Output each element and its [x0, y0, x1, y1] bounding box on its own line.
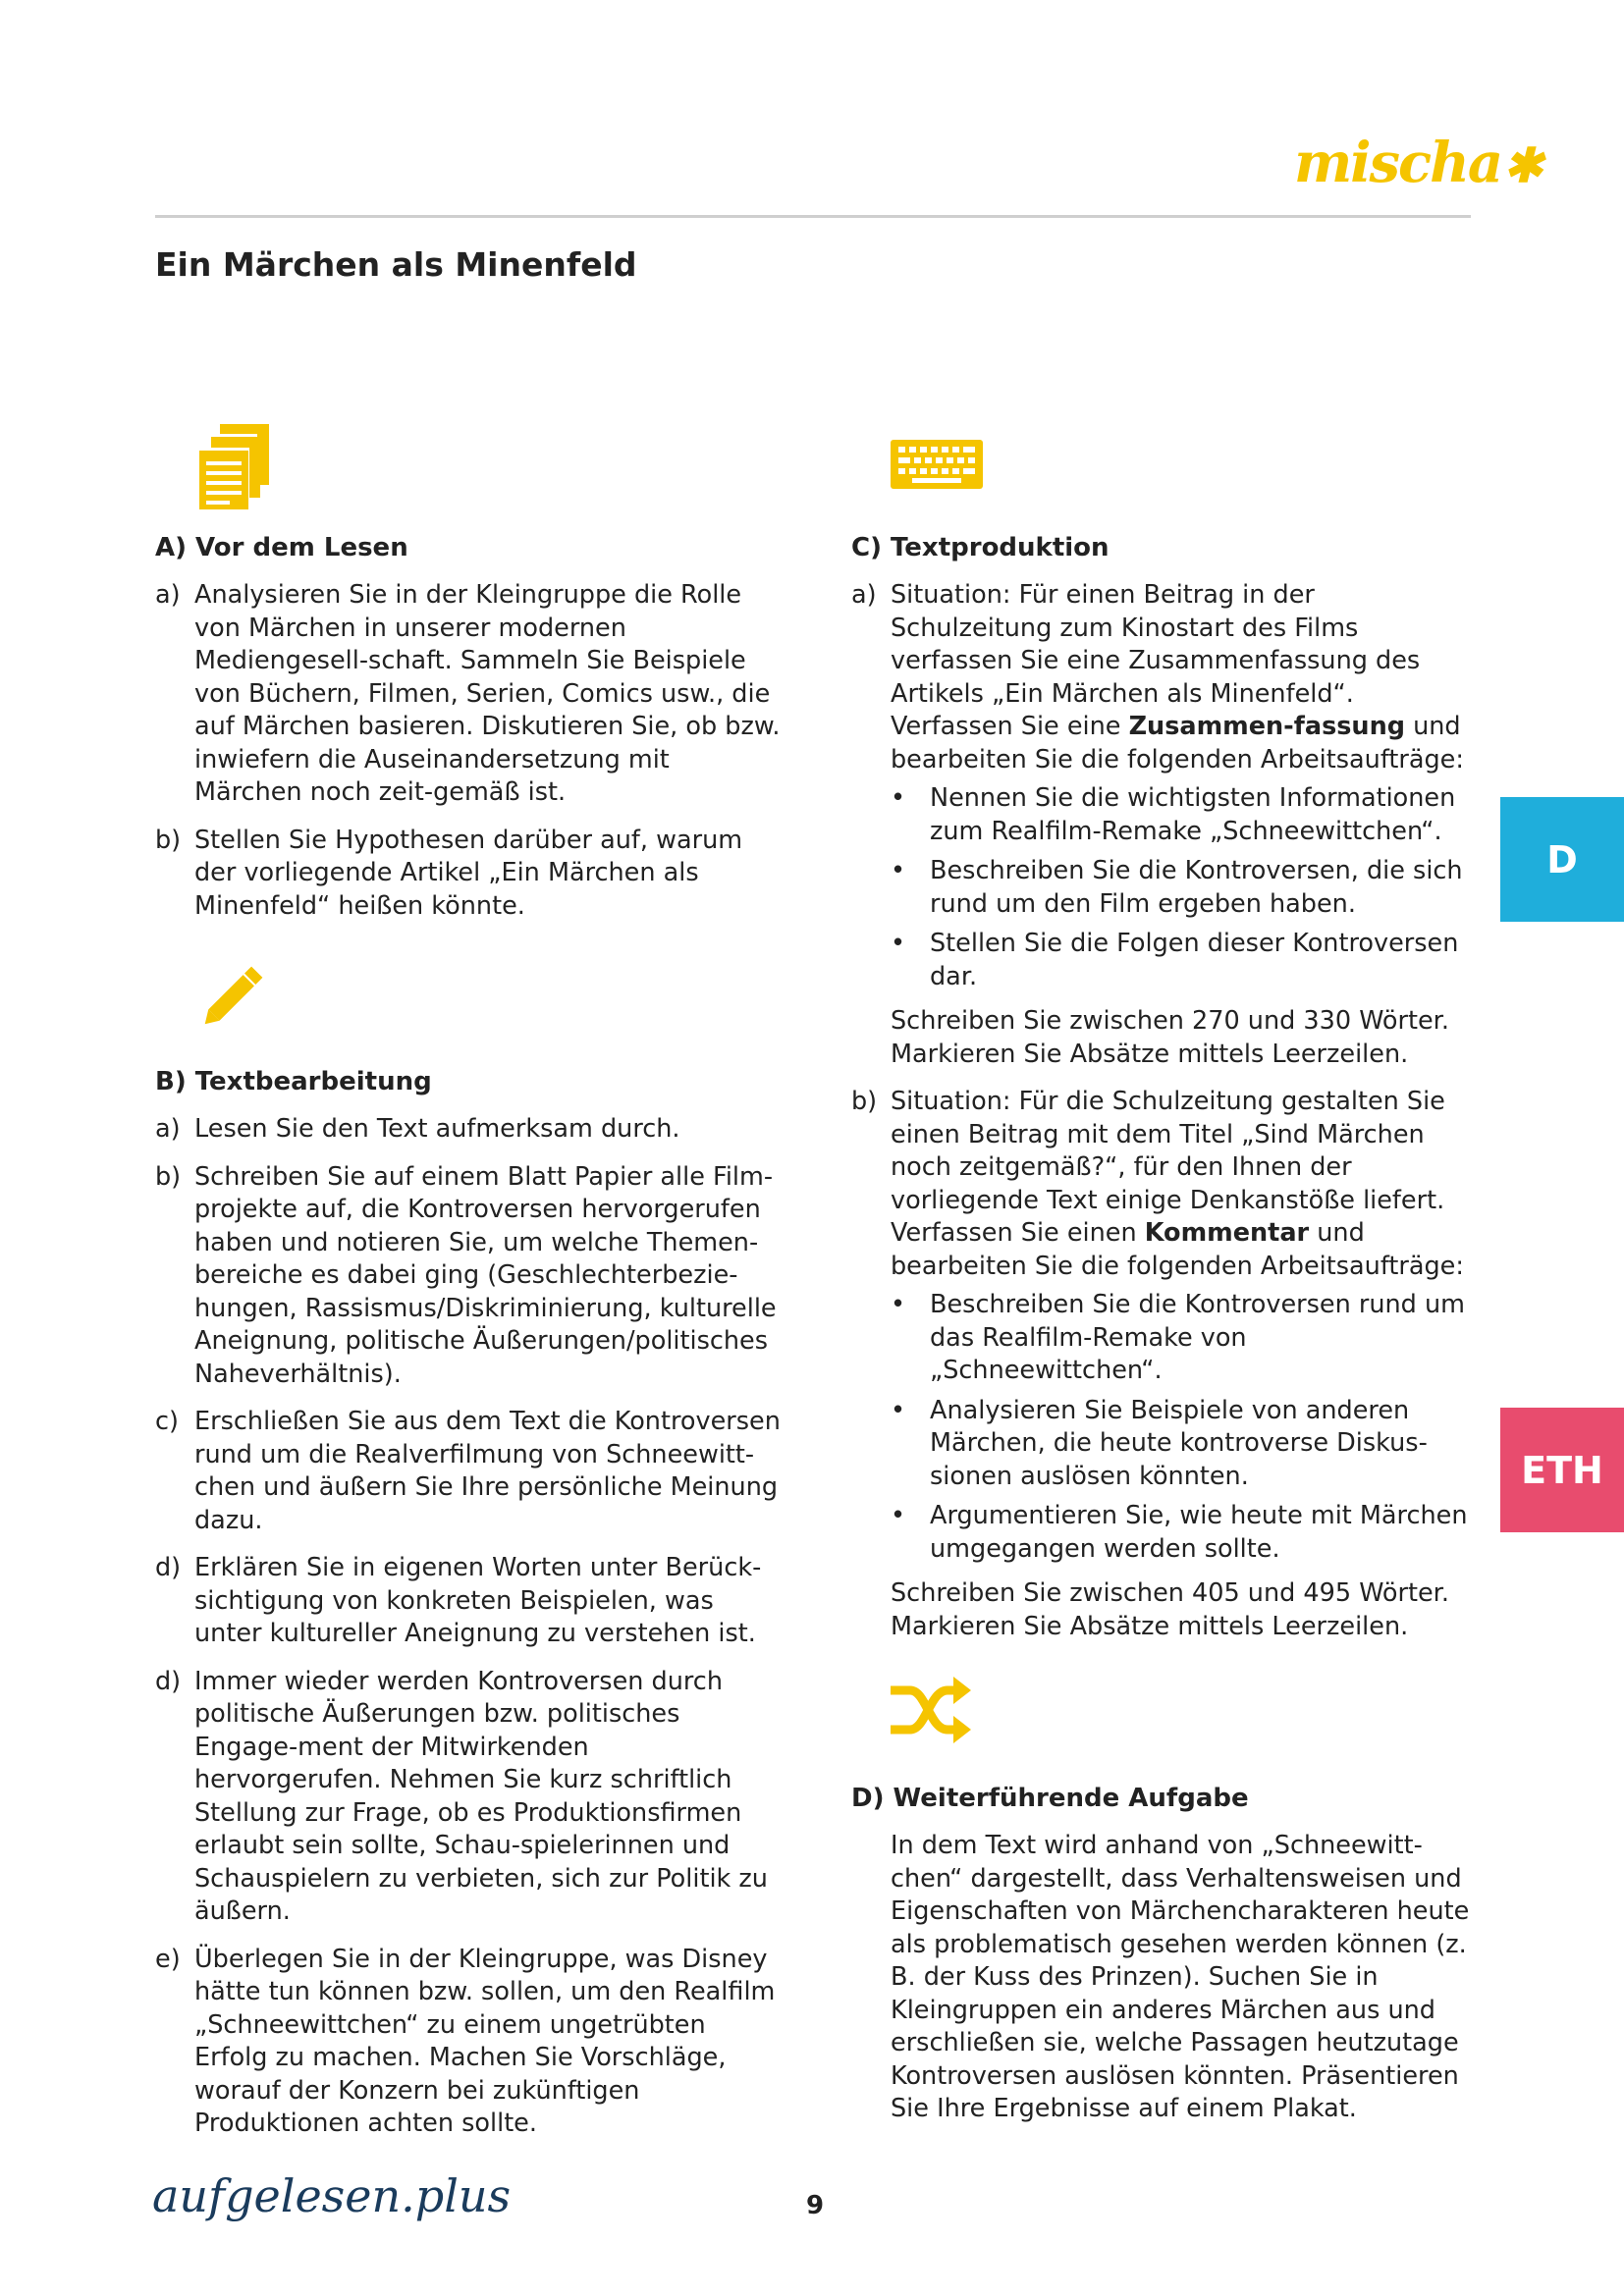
task-c-a-note: Schreiben Sie zwischen 270 und 330 Wörter. Markieren Sie Absätze mittels Leerzeilen. — [891, 1006, 1449, 1069]
task-a-a: a) Analysieren Sie in der Kleingruppe die Rolle von Märchen in unserer modernen Mediengesell-schaft. Sammeln Sie Beispiele von Büchern, Filmen, Serien, Comics usw., die auf Märchen basieren. Diskutieren Sie, ob bzw. inwiefern die Auseinandersetzung mit Märchen noch zeit-gemäß ist. — [155, 580, 781, 807]
task-c-a-bullets — [891, 782, 1480, 993]
task-b-d: d) Erklären Sie in eigenen Worten unter Berück-sichtigung von konkreten Beispielen, was unter kultureller Aneignung zu verstehen ist. — [155, 1553, 762, 1648]
page-title: Ein Märchen als Minenfeld — [155, 245, 637, 284]
tab-eth: ETH — [1500, 1408, 1624, 1532]
shuffle-icon — [889, 1673, 1480, 1771]
list-item: • Beschreiben Sie die Kontroversen rund um das Realfilm-Remake von „Schneewittchen“. — [891, 1290, 1465, 1385]
task-b-c: c) Erschließen Sie aus dem Text die Kontroversen rund um die Realverfilmung von Schneewitt-chen und äußern Sie Ihre persönliche Meinung dazu. — [155, 1407, 781, 1535]
task-c-b: b) Situation: Für die Schulzeitung gestalten Sie einen Beitrag mit dem Titel „Sind Märchen noch zeitgemäß?“, für den Ihnen der vorliegende Text einige Denkanstöße liefert. Verfassen Sie einen Kommentar und bearbeiten Sie die folgenden Arbeitsaufträge: • Beschreiben Sie die Kontroversen rund um das Realfilm-Remake von „Schneewittchen“. • Analysieren Sie Beispiele von anderen Märchen, die heute kontroverse Diskus-sionen auslösen könnten. • Argumentieren Sie, wie heute mit Märchen umgegangen werden sollte. Schreiben Sie zwischen 405 und 495 Wörter. Markieren Sie Absätze mittels Leerzeilen. — [851, 1086, 1480, 1643]
header-divider — [155, 215, 1471, 218]
left-column — [155, 422, 784, 2156]
mischa-logo: mischa✱ — [1294, 131, 1542, 195]
list-item: • Argumentieren Sie, wie heute mit Märchen umgegangen werden sollte. — [891, 1501, 1468, 1564]
pencil-icon — [192, 956, 784, 1054]
task-b-e: e) Überlegen Sie in der Kleingruppe, was Disney hätte tun können bzw. sollen, um den Realfilm „Schneewittchen“ zu einem ungetrübten Erfolg zu machen. Machen Sie Vorschläge, worauf der Konzern bei zukünftigen Produktionen achten sollte. — [155, 1944, 776, 2138]
task-c-b-note: Schreiben Sie zwischen 405 und 495 Wörter. Markieren Sie Absätze mittels Leerzeilen. — [891, 1578, 1449, 1641]
task-c-a: a) Situation: Für einen Beitrag in der Schulzeitung zum Kinostart des Films verfassen Sie eine Zusammenfassung des Artikels „Ein Märchen als Minenfeld“. Verfassen Sie eine Zusammen-fassung und bearbeiten Sie die folgenden Arbeitsaufträge: • Nennen Sie die wichtigsten Informationen zum Realfilm-Remake „Schneewittchen“. • Beschreiben Sie die Kontroversen, die sich rund um den Film ergeben haben. • Stellen Sie die Folgen dieser Kontroversen dar. Schreiben Sie zwischen 270 und 330 Wörter. Markieren Sie Absätze mittels Leerzeilen. — [851, 579, 1480, 1071]
section-d-heading: D) Weiterführende Aufgabe — [851, 1784, 1249, 1813]
task-c-b-situation: Situation: Für die Schulzeitung gestalten Sie einen Beitrag mit dem Titel „Sind Märchen noch zeitgemäß?“, für den Ihnen der vorliegende Text einige Denkanstöße liefert. Verfassen Sie einen Kommentar und bearbeiten Sie die folgenden Arbeitsaufträge: — [891, 1087, 1464, 1281]
task-b-d2: d) Immer wieder werden Kontroversen durch politische Äußerungen bzw. politisches Engage-ment der Mitwirkenden hervorgerufen. Nehmen Sie kurz schriftlich Stellung zur Frage, ob es Produktionsfirmen erlaubt sein sollte, Schau-spielerinnen und Schauspielern zu verbieten, sich zur Politik zu äußern. — [155, 1666, 768, 1926]
list-item: • Nennen Sie die wichtigsten Informationen zum Realfilm-Remake „Schneewittchen“. — [891, 783, 1456, 846]
right-column — [851, 422, 1480, 2126]
task-b-a: a) Lesen Sie den Text aufmerksam durch. — [155, 1114, 680, 1144]
task-c-a-situation: Situation: Für einen Beitrag in der Schulzeitung zum Kinostart des Films verfassen Sie eine Zusammenfassung des Artikels „Ein Märchen als Minenfeld“. Verfassen Sie eine Zusammen-fassung und bearbeiten Sie die folgenden Arbeitsaufträge: — [891, 580, 1464, 774]
documents-icon — [192, 422, 784, 520]
page-number: 9 — [805, 2191, 825, 2220]
task-b-b: b) Schreiben Sie auf einem Blatt Papier alle Film-projekte auf, die Kontroversen hervorgerufen haben und notieren Sie, um welche Themen-bereiche es dabei ging (Geschlechterbezie-hungen, Rassismus/Diskriminierung, kulturelle Aneignung, politische Äußerungen/politisches Naheverhältnis). — [155, 1161, 777, 1389]
logo-star-icon: ✱ — [1503, 138, 1542, 193]
list-item: • Analysieren Sie Beispiele von anderen Märchen, die heute kontroverse Diskus-sionen auslösen könnten. — [891, 1395, 1428, 1491]
task-c-b-bullets — [891, 1289, 1480, 1566]
task-d-text: In dem Text wird anhand von „Schneewitt-chen“ dargestellt, dass Verhaltensweisen und Eigenschaften von Märchencharakteren heute als problematisch gesehen werden können (z. B. der Kuss des Prinzen). Suchen Sie in Kleingruppen ein anderes Märchen aus und erschließen sie, welche Passagen heutzutage Kontroversen auslösen könnten. Präsentieren Sie Ihre Ergebnisse auf einem Plakat. — [891, 1831, 1470, 2123]
section-a-heading: A) Vor dem Lesen — [155, 533, 408, 562]
tab-d: D — [1500, 797, 1624, 922]
keyboard-icon — [889, 422, 1480, 520]
aufgelesen-logo: aufgelesen.plus — [152, 2169, 512, 2222]
list-item: • Beschreiben Sie die Kontroversen, die sich rund um den Film ergeben haben. — [891, 856, 1463, 919]
task-a-b: b) Stellen Sie Hypothesen darüber auf, warum der vorliegende Artikel „Ein Märchen als Minenfeld“ heißen könnte. — [155, 825, 743, 921]
section-c-heading: C) Textproduktion — [851, 533, 1110, 562]
section-b-heading: B) Textbearbeitung — [155, 1067, 432, 1096]
list-item: • Stellen Sie die Folgen dieser Kontroversen dar. — [891, 929, 1459, 991]
